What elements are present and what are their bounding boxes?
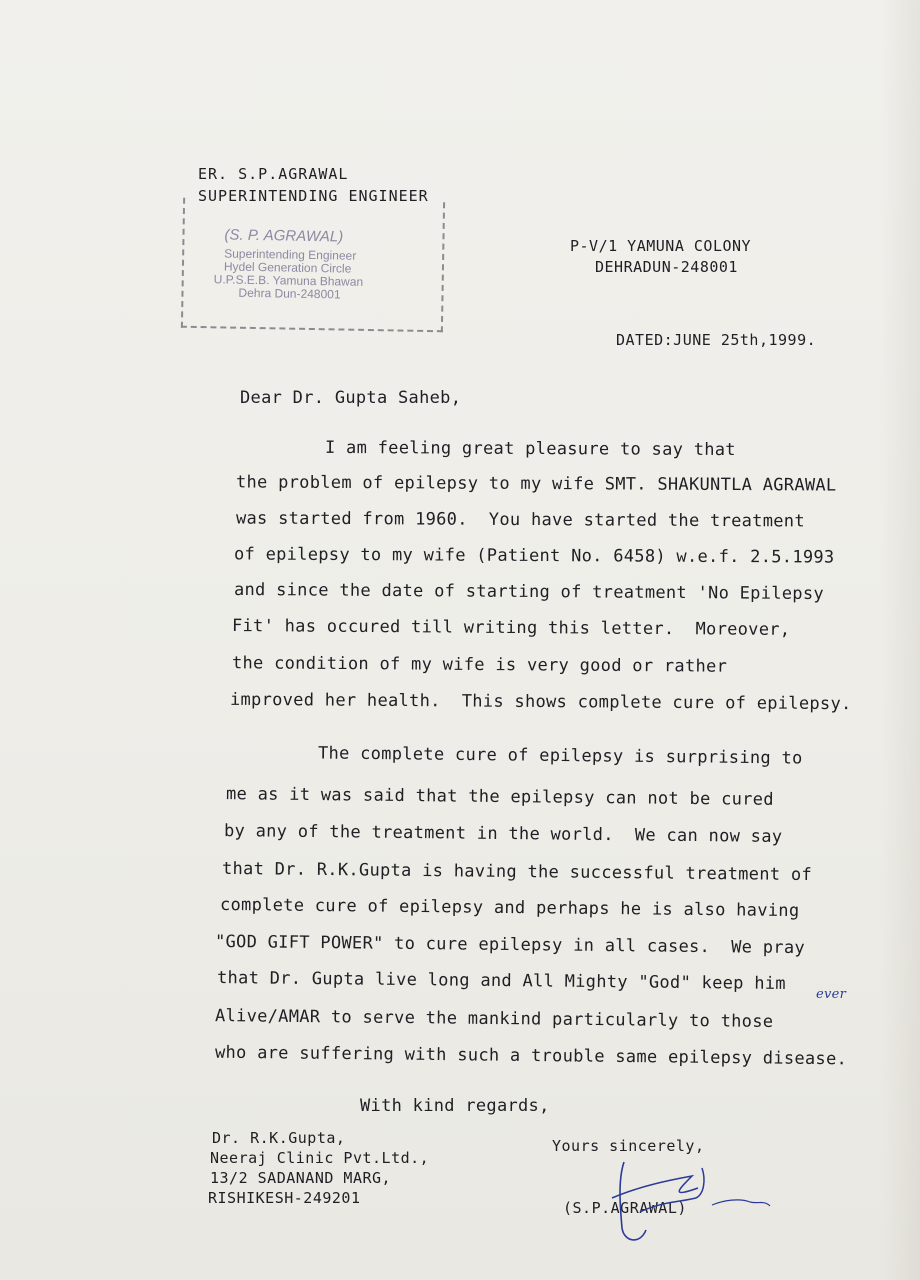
body-line: I am feeling great pleasure to say that [324, 437, 736, 461]
recipient-line: 13/2 SADANAND MARG, [210, 1169, 392, 1187]
signatory: (S.P.AGRAWAL) [563, 1199, 687, 1217]
body-line: The complete cure of epilepsy is surprising to [317, 743, 803, 769]
salutation: Dear Dr. Gupta Saheb, [240, 388, 462, 408]
page-edge-shadow [880, 0, 920, 1280]
recipient-line: Neeraj Clinic Pvt.Ltd., [210, 1149, 430, 1167]
handwritten-insert: ever [816, 987, 847, 1002]
recipient-line: Dr. R.K.Gupta, [212, 1129, 346, 1147]
stamp-line: Superintending Engineer [224, 246, 357, 263]
body-line: the problem of epilepsy to my wife SMT. SHAKUNTLA AGRAWAL [235, 472, 837, 496]
body-line: that Dr. Gupta live long and All Mighty "God" keep him [216, 968, 786, 994]
body-line: of epilepsy to my wife (Patient No. 6458) w.e.f. 2.5.1993 [233, 544, 835, 568]
valediction: Yours sincerely, [552, 1137, 705, 1155]
closing: With kind regards, [360, 1096, 550, 1116]
stamp-line: Hydel Generation Circle [223, 259, 352, 276]
body-line: the condition of my wife is very good or rather [231, 653, 728, 677]
body-line: Fit' has occured till writing this letter. Moreover, [231, 616, 791, 640]
body-line: Alive/AMAR to serve the mankind particularly to those [214, 1006, 774, 1032]
stamp-line: Dehra Dun-248001 [238, 285, 341, 302]
body-line: me as it was said that the epilepsy can not be cured [225, 784, 774, 810]
signature [600, 1150, 780, 1250]
body-line: complete cure of epilepsy and perhaps he is also having [219, 894, 800, 922]
body-line: improved her health. This shows complete cure of epilepsy. [229, 689, 852, 715]
body-line: "GOD GIFT POWER" to cure epilepsy in all cases. We pray [214, 931, 806, 959]
office-stamp [181, 198, 445, 333]
body-line: was started from 1960. You have started the treatment [235, 508, 805, 532]
letterhead-name: ER. S.P.AGRAWAL [198, 165, 349, 183]
body-line: and since the date of starting of treatment 'No Epilepsy [233, 579, 825, 605]
body-line: that Dr. R.K.Gupta is having the successful treatment of [221, 858, 813, 886]
letterhead-designation: SUPERINTENDING ENGINEER [198, 187, 429, 205]
letter-date: DATED:JUNE 25th,1999. [616, 331, 817, 349]
stamp-name: (S. P. AGRAWAL) [224, 226, 344, 246]
address-line: DEHRADUN-248001 [595, 258, 738, 276]
body-line: by any of the treatment in the world. We can now say [223, 821, 783, 847]
body-line: who are suffering with such a trouble same epilepsy disease. [214, 1042, 848, 1070]
address-line: P-V/1 YAMUNA COLONY [570, 237, 752, 255]
stamp-line: U.P.S.E.B. Yamuna Bhawan [213, 272, 364, 289]
recipient-line: RISHIKESH-249201 [208, 1189, 361, 1207]
